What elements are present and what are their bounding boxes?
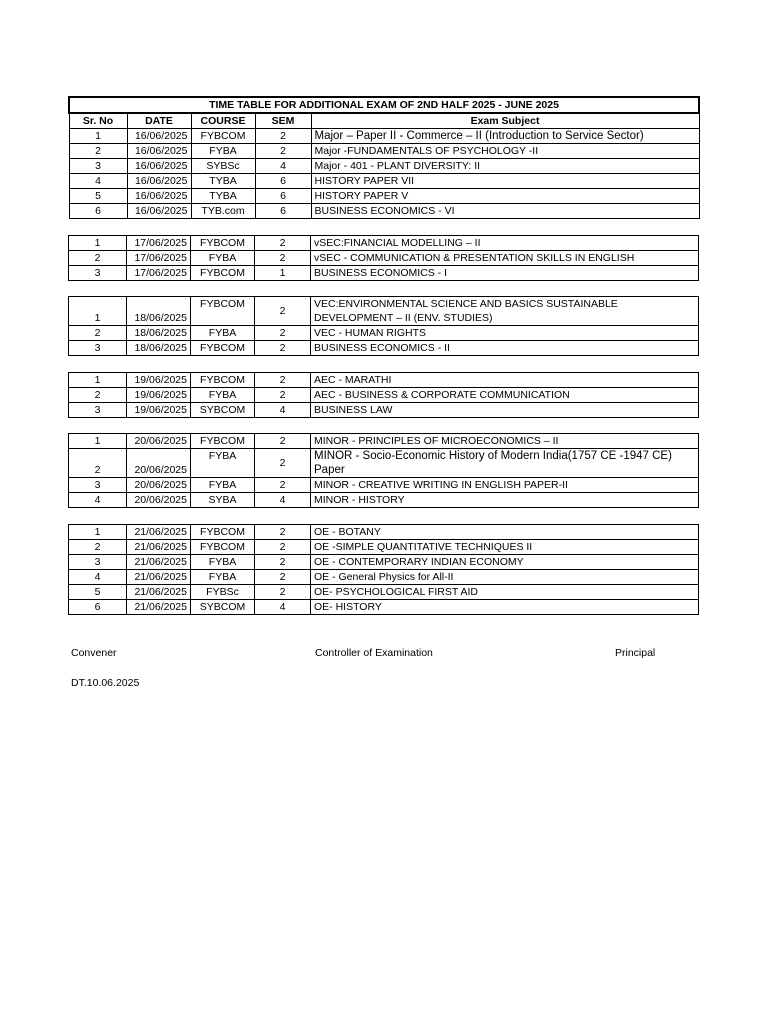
table-row: [69, 251, 699, 266]
exam-day-table: [68, 372, 699, 418]
course-cell: FYBA: [191, 326, 255, 341]
sr-no-cell: 3: [69, 478, 127, 493]
principal-label: Principal: [615, 647, 656, 659]
course-cell: TYBA: [191, 174, 255, 189]
table-row: [69, 493, 699, 508]
exam-subject-cell: HISTORY PAPER VII: [311, 174, 699, 189]
sr-no-cell: 4: [69, 174, 127, 189]
header-sem: SEM: [255, 113, 311, 129]
course-cell: SYBCOM: [191, 403, 255, 418]
sem-cell: 2: [255, 144, 311, 159]
sr-no-cell: 1: [69, 129, 127, 144]
exam-subject-cell: Major – Paper II - Commerce – II (Introduction to Service Sector): [311, 129, 699, 144]
date-cell: 16/06/2025: [127, 159, 191, 174]
table-row: [69, 129, 699, 144]
exam-subject-cell: AEC - BUSINESS & CORPORATE COMMUNICATION: [311, 388, 699, 403]
course-cell: FYBA: [191, 388, 255, 403]
date-cell: 17/06/2025: [127, 251, 191, 266]
table-row: [69, 525, 699, 540]
exam-day-table: [68, 524, 699, 615]
course-cell: FYBA: [191, 570, 255, 585]
exam-day-table: [68, 296, 699, 356]
sem-cell: 2: [255, 585, 311, 600]
sem-cell: 2: [255, 540, 311, 555]
date-cell: 17/06/2025: [127, 236, 191, 251]
date-cell: 16/06/2025: [127, 189, 191, 204]
sr-no-cell: 2: [69, 251, 127, 266]
sr-no-cell: 1: [69, 373, 127, 388]
exam-subject-cell: BUSINESS ECONOMICS - II: [311, 341, 699, 356]
table-row: [69, 297, 699, 326]
exam-subject-cell: AEC - MARATHI: [311, 373, 699, 388]
sr-no-cell: 3: [69, 341, 127, 356]
table-row: [69, 373, 699, 388]
exam-day-table: [68, 235, 699, 281]
exam-subject-cell: BUSINESS ECONOMICS - I: [311, 266, 699, 281]
table-row: [69, 388, 699, 403]
header-row: [69, 113, 699, 129]
date-cell: 20/06/2025: [127, 478, 191, 493]
course-cell: SYBA: [191, 493, 255, 508]
course-cell: FYBA: [191, 144, 255, 159]
table-title: TIME TABLE FOR ADDITIONAL EXAM OF 2ND HALF 2025 - JUNE 2025: [69, 97, 699, 113]
course-cell: FYBSc: [191, 585, 255, 600]
course-cell: FYBA: [191, 478, 255, 493]
exam-subject-cell: MINOR - PRINCIPLES OF MICROECONOMICS – II: [311, 434, 699, 449]
sem-cell: 2: [255, 525, 311, 540]
sr-no-cell: 5: [69, 585, 127, 600]
exam-subject-cell: OE- PSYCHOLOGICAL FIRST AID: [311, 585, 699, 600]
exam-subject-cell: OE -SIMPLE QUANTITATIVE TECHNIQUES II: [311, 540, 699, 555]
table-row: [69, 144, 699, 159]
sr-no-cell: 6: [69, 204, 127, 219]
sem-cell: 6: [255, 174, 311, 189]
exam-day-table: [68, 433, 699, 508]
date-cell: 19/06/2025: [127, 373, 191, 388]
date-cell: 19/06/2025: [127, 388, 191, 403]
date-cell: 21/06/2025: [127, 555, 191, 570]
sem-cell: 4: [255, 493, 311, 508]
course-cell: FYBCOM: [191, 341, 255, 356]
sr-no-cell: 4: [69, 493, 127, 508]
course-cell: FYBCOM: [191, 236, 255, 251]
exam-subject-cell: MINOR - Socio-Economic History of Modern India(1757 CE -1947 CE) Paper: [311, 449, 699, 478]
course-cell: FYBA: [191, 555, 255, 570]
convener-label: Convener: [71, 647, 117, 659]
exam-subject-cell: vSEC - COMMUNICATION & PRESENTATION SKILLS IN ENGLISH: [311, 251, 699, 266]
sem-cell: 1: [255, 266, 311, 281]
exam-subject-cell: vSEC:FINANCIAL MODELLING – II: [311, 236, 699, 251]
date-cell: 16/06/2025: [127, 144, 191, 159]
date-cell: 20/06/2025: [127, 434, 191, 449]
date-cell: 21/06/2025: [127, 570, 191, 585]
sr-no-cell: 4: [69, 570, 127, 585]
sr-no-cell: 2: [69, 144, 127, 159]
date-cell: 20/06/2025: [127, 493, 191, 508]
sr-no-cell: 3: [69, 159, 127, 174]
table-row: [69, 540, 699, 555]
table-row: [69, 555, 699, 570]
table-row: [69, 341, 699, 356]
course-cell: FYBCOM: [191, 297, 255, 326]
sem-cell: 6: [255, 189, 311, 204]
course-cell: TYB.com: [191, 204, 255, 219]
sr-no-cell: 2: [69, 326, 127, 341]
controller-label: Controller of Examination: [315, 647, 433, 659]
course-cell: TYBA: [191, 189, 255, 204]
exam-subject-cell: HISTORY PAPER V: [311, 189, 699, 204]
date-cell: 18/06/2025: [127, 341, 191, 356]
document-date: DT.10.06.2025: [71, 677, 140, 689]
sr-no-cell: 2: [69, 388, 127, 403]
date-cell: 16/06/2025: [127, 204, 191, 219]
sem-cell: 2: [255, 326, 311, 341]
exam-subject-cell: VEC:ENVIRONMENTAL SCIENCE AND BASICS SUSTAINABLE DEVELOPMENT – II (ENV. STUDIES): [311, 297, 699, 326]
date-cell: 18/06/2025: [127, 326, 191, 341]
course-cell: FYBCOM: [191, 129, 255, 144]
sem-cell: 2: [255, 341, 311, 356]
sr-no-cell: 3: [69, 403, 127, 418]
table-row: [69, 266, 699, 281]
exam-subject-cell: OE - BOTANY: [311, 525, 699, 540]
date-cell: 16/06/2025: [127, 174, 191, 189]
exam-day-table: [68, 96, 700, 219]
exam-subject-cell: OE - CONTEMPORARY INDIAN ECONOMY: [311, 555, 699, 570]
table-row: [69, 326, 699, 341]
sr-no-cell: 2: [69, 449, 127, 478]
date-cell: 20/06/2025: [127, 449, 191, 478]
header-sr-no: Sr. No: [69, 113, 127, 129]
sem-cell: 2: [255, 297, 311, 326]
exam-subject-cell: OE - General Physics for All-II: [311, 570, 699, 585]
title-row: [69, 97, 699, 113]
sr-no-cell: 1: [69, 236, 127, 251]
course-cell: FYBA: [191, 251, 255, 266]
exam-subject-cell: VEC - HUMAN RIGHTS: [311, 326, 699, 341]
table-row: [69, 159, 699, 174]
exam-subject-cell: MINOR - CREATIVE WRITING IN ENGLISH PAPER-II: [311, 478, 699, 493]
sr-no-cell: 3: [69, 555, 127, 570]
date-cell: 18/06/2025: [127, 297, 191, 326]
sem-cell: 2: [255, 373, 311, 388]
table-row: [69, 189, 699, 204]
date-cell: 21/06/2025: [127, 540, 191, 555]
sr-no-cell: 1: [69, 525, 127, 540]
table-row: [69, 174, 699, 189]
exam-subject-cell: MINOR - HISTORY: [311, 493, 699, 508]
table-row: [69, 449, 699, 478]
sem-cell: 2: [255, 251, 311, 266]
header-exam-subject: Exam Subject: [311, 113, 699, 129]
table-row: [69, 570, 699, 585]
header-date: DATE: [127, 113, 191, 129]
sem-cell: 2: [255, 434, 311, 449]
table-row: [69, 600, 699, 615]
sr-no-cell: 6: [69, 600, 127, 615]
sem-cell: 4: [255, 600, 311, 615]
course-cell: SYBSc: [191, 159, 255, 174]
sem-cell: 2: [255, 478, 311, 493]
sem-cell: 6: [255, 204, 311, 219]
table-row: [69, 434, 699, 449]
table-row: [69, 585, 699, 600]
table-row: [69, 403, 699, 418]
course-cell: FYBCOM: [191, 434, 255, 449]
sem-cell: 2: [255, 555, 311, 570]
exam-subject-cell: BUSINESS LAW: [311, 403, 699, 418]
table-row: [69, 204, 699, 219]
sr-no-cell: 1: [69, 434, 127, 449]
date-cell: 21/06/2025: [127, 585, 191, 600]
sem-cell: 2: [255, 388, 311, 403]
header-course: COURSE: [191, 113, 255, 129]
date-cell: 21/06/2025: [127, 600, 191, 615]
sr-no-cell: 5: [69, 189, 127, 204]
course-cell: SYBCOM: [191, 600, 255, 615]
course-cell: FYBCOM: [191, 266, 255, 281]
exam-subject-cell: Major -FUNDAMENTALS OF PSYCHOLOGY -II: [311, 144, 699, 159]
exam-subject-cell: Major - 401 - PLANT DIVERSITY: II: [311, 159, 699, 174]
course-cell: FYBCOM: [191, 540, 255, 555]
course-cell: FYBA: [191, 449, 255, 478]
date-cell: 17/06/2025: [127, 266, 191, 281]
sem-cell: 2: [255, 449, 311, 478]
exam-subject-cell: OE- HISTORY: [311, 600, 699, 615]
sr-no-cell: 2: [69, 540, 127, 555]
sem-cell: 4: [255, 159, 311, 174]
course-cell: FYBCOM: [191, 373, 255, 388]
date-cell: 16/06/2025: [127, 129, 191, 144]
course-cell: FYBCOM: [191, 525, 255, 540]
sem-cell: 2: [255, 129, 311, 144]
date-cell: 19/06/2025: [127, 403, 191, 418]
sem-cell: 2: [255, 570, 311, 585]
sem-cell: 4: [255, 403, 311, 418]
sem-cell: 2: [255, 236, 311, 251]
sr-no-cell: 1: [69, 297, 127, 326]
date-cell: 21/06/2025: [127, 525, 191, 540]
table-row: [69, 236, 699, 251]
sr-no-cell: 3: [69, 266, 127, 281]
table-row: [69, 478, 699, 493]
exam-subject-cell: BUSINESS ECONOMICS - VI: [311, 204, 699, 219]
